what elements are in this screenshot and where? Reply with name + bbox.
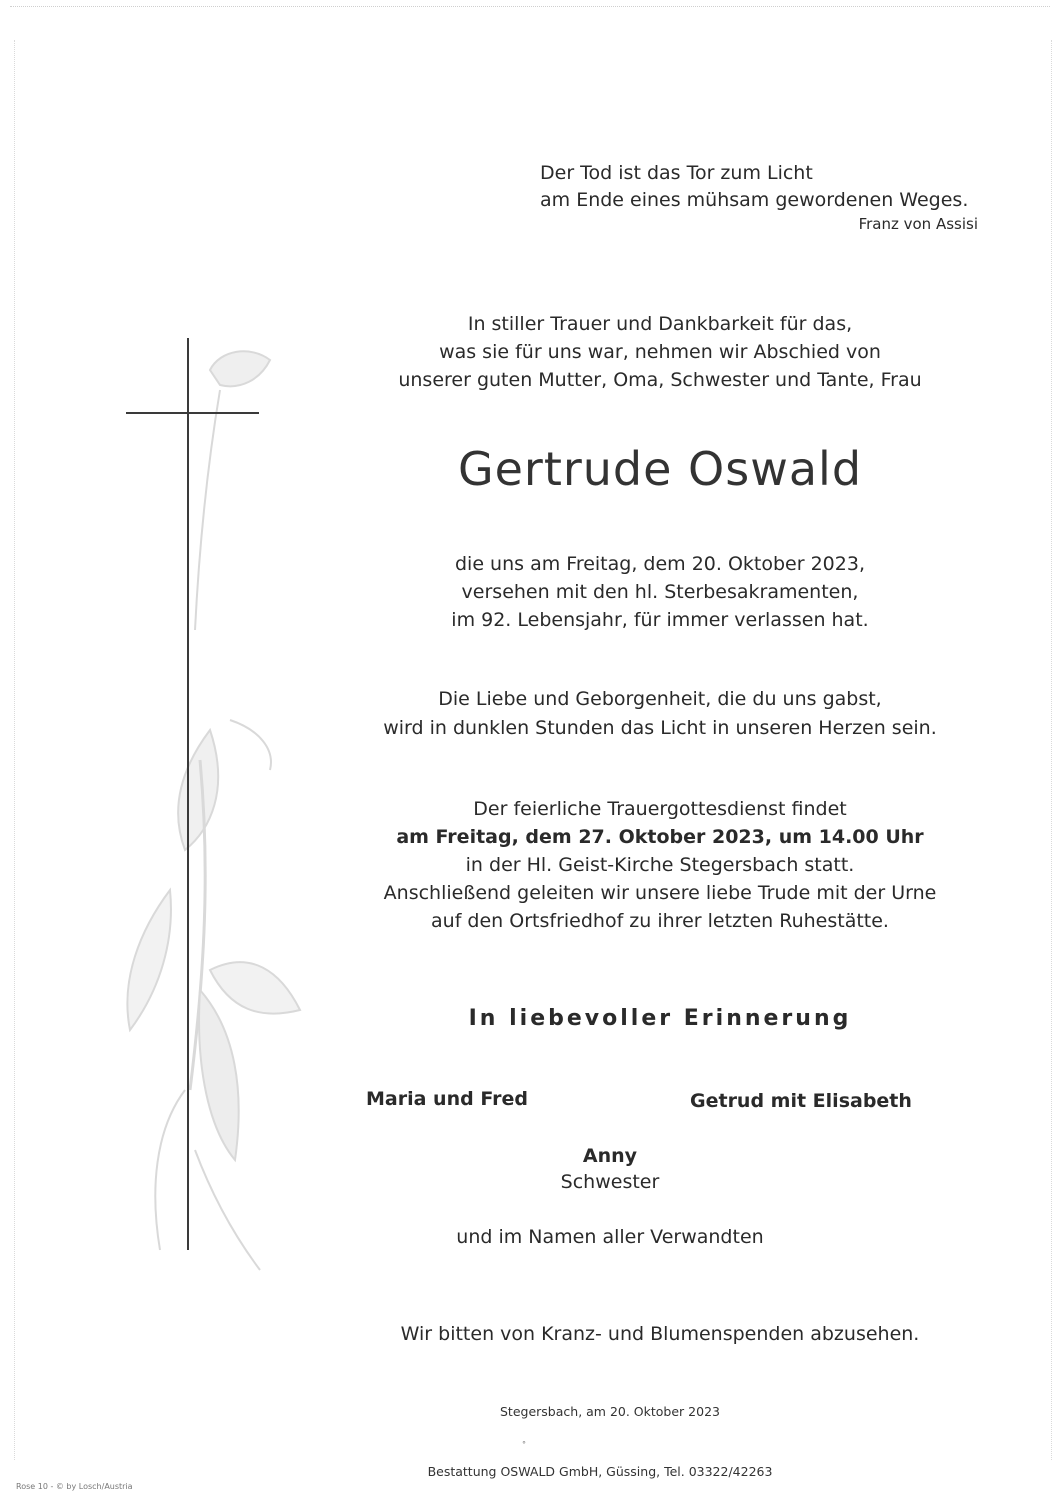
mourner-left: Maria und Fred: [366, 1088, 528, 1110]
page-edge-left: [14, 40, 15, 1460]
quote-line-1: Der Tod ist das Tor zum Licht: [540, 162, 813, 184]
quote-line-2: am Ende eines mühsam gewordenen Weges.: [540, 189, 969, 211]
intro-line-3: unserer guten Mutter, Oma, Schwester und Tante, Frau: [398, 369, 922, 391]
place-date: Stegersbach, am 20. Oktober 2023: [500, 1404, 720, 1419]
death-notice-line-3: im 92. Lebensjahr, für immer verlassen hat.: [451, 609, 869, 631]
mourner-center-role: Schwester: [560, 1171, 660, 1193]
mourner-right: Getrud mit Elisabeth: [690, 1090, 912, 1112]
service-line-3: in der Hl. Geist-Kirche Stegersbach statt.: [465, 854, 855, 876]
relatives-line: und im Namen aller Verwandten: [456, 1226, 764, 1248]
service-date-time: am Freitag, dem 27. Oktober 2023, um 14.00 Uhr: [396, 826, 924, 848]
verse-line-1: Die Liebe und Geborgenheit, die du uns gabst,: [438, 688, 882, 710]
rose-watermark-image: [60, 330, 320, 1330]
death-notice-line-1: die uns am Freitag, dem 20. Oktober 2023,: [454, 553, 865, 575]
small-mark: °: [522, 1440, 526, 1449]
cross-horizontal-bar: [126, 412, 259, 414]
deceased-name: Gertrude Oswald: [457, 442, 863, 496]
intro-line-2: was sie für uns war, nehmen wir Abschied von: [439, 341, 881, 363]
design-credit: Rose 10 - © by Losch/Austria: [16, 1482, 133, 1491]
page-edge-top: [10, 6, 1050, 7]
page-edge-right: [1051, 40, 1052, 1460]
mourner-center-name: Anny: [582, 1145, 638, 1167]
memory-heading: In liebevoller Erinnerung: [468, 1006, 852, 1031]
verse-line-2: wird in dunklen Stunden das Licht in unseren Herzen sein.: [383, 717, 937, 739]
service-line-1: Der feierliche Trauergottesdienst findet: [473, 798, 847, 820]
service-line-5: auf den Ortsfriedhof zu ihrer letzten Ruhestätte.: [431, 910, 889, 932]
funeral-home-footer: Bestattung OSWALD GmbH, Güssing, Tel. 03322/42263: [427, 1464, 773, 1479]
cross-vertical-bar: [187, 338, 189, 1250]
donation-request: Wir bitten von Kranz- und Blumenspenden abzusehen.: [400, 1323, 920, 1345]
death-notice-line-2: versehen mit den hl. Sterbesakramenten,: [461, 581, 859, 603]
intro-line-1: In stiller Trauer und Dankbarkeit für das,: [467, 313, 853, 335]
service-line-4: Anschließend geleiten wir unsere liebe Trude mit der Urne: [383, 882, 937, 904]
quote-author: Franz von Assisi: [858, 215, 978, 233]
